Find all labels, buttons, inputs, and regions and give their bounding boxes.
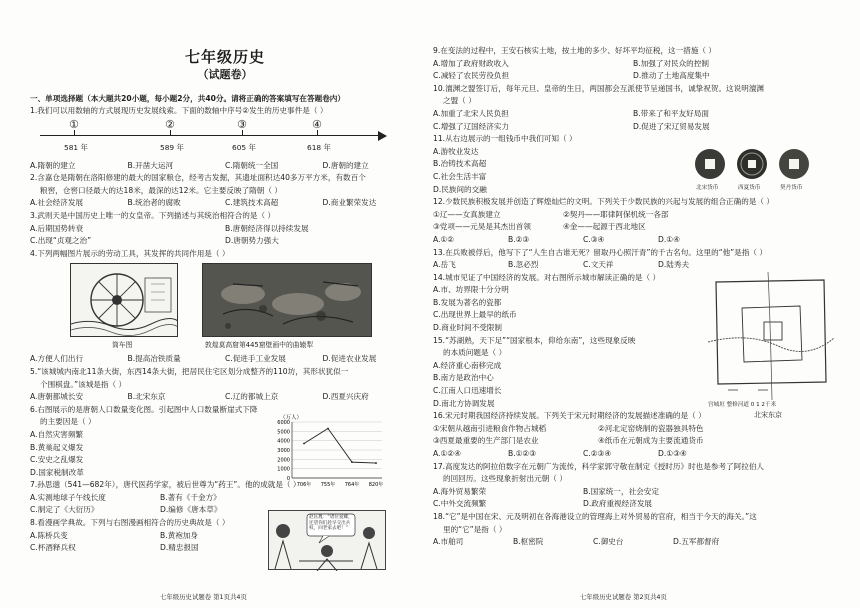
question-10-line: 10.澶渊之盟签订后，每年元旦、皇帝的生日，两国都会互派使节呈递国书，诚挚祝贺。这说明澶渊 <box>433 83 765 93</box>
option: B.提高冶铁质量 <box>127 354 181 364</box>
option: B.开凿大运河 <box>127 160 174 170</box>
option: B.黄袍加身 <box>160 530 198 540</box>
option: C.出现“贞观之治” <box>30 236 92 246</box>
chart-ytick: 0 <box>286 476 290 482</box>
option: B.枢密院 <box>513 537 544 547</box>
chart-ytick: 1000 <box>277 466 290 473</box>
option: B.加强了对民众的控制 <box>633 58 709 68</box>
chart-ytick: 5000 <box>277 429 290 436</box>
chart-ytick: 4000 <box>277 438 290 445</box>
option: A.市舶司 <box>433 537 464 547</box>
question-15-line: 15.“苏湖熟，天下足”“国家根本，仰给东南”，这些现象反映 <box>433 335 636 345</box>
legend-item: 0 <box>750 402 755 408</box>
section-heading: 一、单项选择题（本大题共20小题，每小题2分，共40分。请将正确的答案填写在答题卷内） <box>30 94 345 103</box>
option: B.黄巢起义爆发 <box>30 442 84 452</box>
option: C.③④ <box>583 234 605 244</box>
option: C.②③④ <box>583 449 612 458</box>
option: A.游牧业发达 <box>433 146 479 156</box>
chart-xtick: 764年 <box>344 482 360 488</box>
question-7-options <box>30 492 290 517</box>
timeline-year: 589 年 <box>160 142 184 152</box>
question-5-line: 5.“该城城内南北11条大街，东西14条大街，把居民住宅区划分成整齐的110坊，其形状犹似一 <box>30 366 349 376</box>
option: D.五军都督府 <box>673 537 720 547</box>
question-8-options <box>30 530 290 555</box>
option: C.隋朝统一全国 <box>225 160 279 170</box>
option: A.①② <box>433 234 455 244</box>
question-3-stem: 3.武则天是中国历史上唯一的女皇帝。下列描述与其统治相符合的是（ ） <box>30 210 276 220</box>
population-chart-svg <box>268 414 388 492</box>
option: D.唐朝势力强大 <box>225 236 279 246</box>
option: B.唐朝经济得以持续发展 <box>225 223 309 233</box>
city-map <box>708 272 834 418</box>
question-9-stem: 9.在变法的过程中，王安石核实土地，按土地的多少、好坏平均征税，这一措施（ ） <box>433 46 717 55</box>
question-17-line: 的回回历。这些现象折射出元朝（ ） <box>443 474 567 484</box>
timeline-year: 581 年 <box>64 142 88 152</box>
option: D.①③④ <box>658 449 687 458</box>
question-12-stem: 12.少数民族积极发展并创造了辉煌灿烂的文明。下列关于少数民族的兴起与发展的组合正确的是（ ） <box>433 197 775 207</box>
coin-label: 契丹货币 <box>780 185 803 191</box>
question-17-options <box>433 486 733 511</box>
option: A.加重了北宋人民负担 <box>433 108 509 118</box>
question-16-items <box>433 423 763 448</box>
question-13-line: 13.在兵败被俘后，他写下了“人生自古谁无死？留取丹心照汗青”的千古名句。这里的“他”是指（ ） <box>433 247 767 257</box>
option: D.推动了土地高度集中 <box>633 71 710 81</box>
option: B.著有《千金方》 <box>160 492 221 502</box>
question-7-stem: 7.孙思邈（541—682年），唐代医药学家，被后世尊为“药王”。他的成就是（ ） <box>30 480 301 490</box>
chart-series-line <box>304 429 376 464</box>
population-chart <box>268 414 388 492</box>
option: C.建筑技术高超 <box>225 198 279 208</box>
option: A.经济重心南移完成 <box>433 360 502 370</box>
statement: ④金——起源于西北地区 <box>563 222 646 232</box>
question-10-line: 之盟（ ） <box>443 96 476 106</box>
option: C.减轻了农民劳役负担 <box>433 71 510 81</box>
footer-left: 七年级历史试题卷 第1页共4页 <box>160 593 247 601</box>
chart-point <box>375 462 377 464</box>
option: D.①④ <box>658 234 680 244</box>
plough-mural-picture <box>202 263 372 337</box>
chart-ytick: 6000 <box>277 420 290 426</box>
option: C.御史台 <box>593 537 624 547</box>
option: D.商业时间不受限制 <box>433 323 503 333</box>
timeline-mark-1: ① <box>69 117 79 131</box>
question-14-stem: 14.城市见证了中国经济的发展。对右图所示城市解读正确的是（ ） <box>433 272 661 282</box>
option: A.实测地球子午线长度 <box>30 492 106 502</box>
option: A.海外贸易繁荣 <box>433 486 487 496</box>
option: D.促进农业发展 <box>322 354 377 364</box>
option: A.增加了政府财政收入 <box>433 58 509 68</box>
chart-ylabel: （万人） <box>280 415 303 421</box>
question-2-line: 2.含嘉仓是隋朝在洛阳修建的最大的国家粮仓，经考古发掘，其遗址面积达40多万平方米，有数百个 <box>30 173 366 183</box>
option: D.编修《唐本草》 <box>160 505 222 515</box>
timeline <box>30 117 420 160</box>
option: D.商业繁荣发达 <box>322 198 377 208</box>
cartoon-picture <box>268 510 386 570</box>
legend-item: 1 2千米 <box>756 402 777 408</box>
chart-point <box>327 428 329 430</box>
option: C.社会生活丰富 <box>433 171 487 181</box>
option: B.带来了和平友好局面 <box>633 108 709 118</box>
option: D.精忠报国 <box>160 543 199 553</box>
option: D.西夏兴庆府 <box>322 392 369 402</box>
question-8-stem: 8.看漫画学典故。下列与右图漫画相符合的历史典故是（ ） <box>30 518 230 528</box>
question-13-options <box>433 259 733 272</box>
statement: ①辽——女真族建立 <box>433 209 501 219</box>
option: D.南北方协调发展 <box>433 398 495 408</box>
map-title: 北宋东京 <box>754 411 782 419</box>
option: B.②③ <box>508 234 530 244</box>
question-10-options <box>433 108 833 133</box>
footer-right: 七年级历史试题卷 第2页共4页 <box>580 593 667 601</box>
cartoon-bubble: 赵匡胤：“诸位爱卿，还望你们趁早交出兵权，回老家去吧！” <box>309 515 353 532</box>
waterwheel-caption: 筒车图 <box>112 341 133 350</box>
option: D.唐朝的建立 <box>322 160 369 170</box>
question-18-line: 18.“它”是中国在宋、元及明初在各海港设立的管理海上对外贸易的官府，相当于今天的海关。”这 <box>433 511 757 521</box>
option: A.岳飞 <box>433 260 456 270</box>
statement: ④纸币在元朝成为主要流通货币 <box>598 436 704 446</box>
chart-point <box>303 443 305 445</box>
option: A.隋朝的建立 <box>30 160 76 170</box>
option: C.江南人口迅速增长 <box>433 386 502 396</box>
option: D.国家税制改革 <box>30 467 84 477</box>
question-9-options <box>433 58 833 83</box>
option: C.安史之乱爆发 <box>30 455 84 465</box>
option: D.陆秀夫 <box>658 260 690 270</box>
option: C.杯酒释兵权 <box>30 543 76 553</box>
option: B.统治者的腐败 <box>127 198 181 208</box>
legend-item: 宫城垣 <box>708 402 725 408</box>
question-11-stem: 11.从右边展示的一组钱币中我们可知（ ） <box>433 134 577 144</box>
legend-item: 整修河道 <box>726 402 749 408</box>
question-5-line: 个围棋盘。”该城是指（ ） <box>40 379 127 389</box>
option: B.忽必烈 <box>508 260 539 270</box>
question-16-options <box>433 448 733 461</box>
question-18-line: 里的“它”是指（ ） <box>443 524 507 534</box>
question-2-options <box>30 197 420 210</box>
question-4-options <box>30 353 420 366</box>
question-15-line: 的本质问题是（ ） <box>443 348 507 358</box>
timeline-year: 618 年 <box>307 142 331 152</box>
page-subtitle: （试题卷） <box>197 68 253 81</box>
chart-ytick: 3000 <box>277 448 290 454</box>
option: C.辽的都城上京 <box>225 392 279 402</box>
option: A.后期国势转衰 <box>30 223 84 233</box>
plough-caption: 敦煌莫高窟第445窟壁画中的曲辕犁 <box>205 341 314 350</box>
option: B.①②③ <box>508 449 537 458</box>
timeline-year: 605 年 <box>232 142 256 152</box>
option: B.发展为著名的瓷都 <box>433 297 502 307</box>
option: A.社会经济发展 <box>30 198 84 208</box>
question-1-options <box>30 160 420 173</box>
option: A.陈桥兵变 <box>30 530 68 540</box>
option: C.制定了《大衍历》 <box>30 505 99 515</box>
question-18-options <box>433 536 753 549</box>
coins-picture <box>690 147 818 191</box>
coin-label: 西夏货币 <box>738 185 761 191</box>
chart-point <box>351 461 353 463</box>
coin-label: 北宋货币 <box>696 185 719 191</box>
question-17-line: 17.高度发达的阿拉伯数字在元朝广为流传，科学家郭守敬在制定《授时历》时也是参考了阿拉伯人 <box>433 461 765 471</box>
timeline-mark-3: ③ <box>237 117 247 131</box>
timeline-axis <box>40 135 380 137</box>
question-12-options <box>433 234 733 247</box>
option: A.唐朝都城长安 <box>30 392 84 402</box>
question-2-line: 粮窖，仓窖口径最大的达18米，最深的达12米。它主要反映了隋朝（ ） <box>40 185 282 195</box>
page-title: 七年级历史 <box>184 48 265 66</box>
chart-xtick: 820年 <box>368 482 384 488</box>
timeline-arrow-icon <box>378 131 387 141</box>
option: B.冶铸技术高超 <box>433 159 487 169</box>
option: C.文天祥 <box>583 260 614 270</box>
question-16-stem: 16.宋元时期我国经济持续发展。下列关于宋元时期经济的发展描述准确的是（ ） <box>433 411 706 421</box>
question-4-stem: 4.下列两幅图片展示的劳动工具，其发挥的共同作用是（ ） <box>30 248 230 258</box>
chart-xtick: 706年 <box>296 482 312 488</box>
statement: ②契丹——耶律阿保机统一各部 <box>563 209 669 219</box>
question-5-options <box>30 391 420 404</box>
option: A.市、坊界限十分分明 <box>433 285 509 295</box>
option: B.南方是政治中心 <box>433 373 494 383</box>
option: D.民族间的交融 <box>433 184 487 194</box>
option: B.北宋东京 <box>127 392 166 402</box>
waterwheel-picture <box>70 263 178 337</box>
statement: ②河北定窑烧制的瓷器独具特色 <box>598 423 704 433</box>
option: C.促进手工业发展 <box>225 354 286 364</box>
option: A.自然灾害频繁 <box>30 429 84 439</box>
statement: ①宋朝从越南引进粮食作物占城稻 <box>433 423 547 433</box>
statement: ③党项——元昊是其杰出首领 <box>433 222 531 232</box>
option: C.增强了辽国经济实力 <box>433 121 510 131</box>
question-6-line: 的主要因是（ ） <box>40 417 96 427</box>
timeline-mark-4: ④ <box>312 117 322 131</box>
chart-xtick: 755年 <box>320 482 336 488</box>
question-6-line: 6.右图展示的是唐朝人口数量变化图。引起图中人口数量断崖式下降 <box>30 404 258 414</box>
option: D.促进了宋辽贸易发展 <box>633 121 710 131</box>
option: A.方便人们出行 <box>30 354 84 364</box>
option: D.政府重视经济发展 <box>583 499 653 509</box>
question-12-items <box>433 209 693 234</box>
option: A.①②④ <box>433 449 461 458</box>
question-1-stem: 1.我们可以用数轴的方式展现历史发展线索。下面的数轴中序号②发生的历史事件是（ ） <box>30 106 328 115</box>
option: C.中外交流频繁 <box>433 499 487 509</box>
chart-ytick: 2000 <box>277 457 290 464</box>
statement: ③西夏最重要的生产部门是农业 <box>433 436 539 446</box>
option: C.出现世界上最早的纸币 <box>433 310 517 320</box>
option: B.国家统一，社会安定 <box>583 486 659 496</box>
map-legend <box>708 400 776 408</box>
question-3-options <box>30 223 420 248</box>
timeline-mark-2: ② <box>165 117 175 131</box>
question-4-pictures <box>30 261 420 353</box>
